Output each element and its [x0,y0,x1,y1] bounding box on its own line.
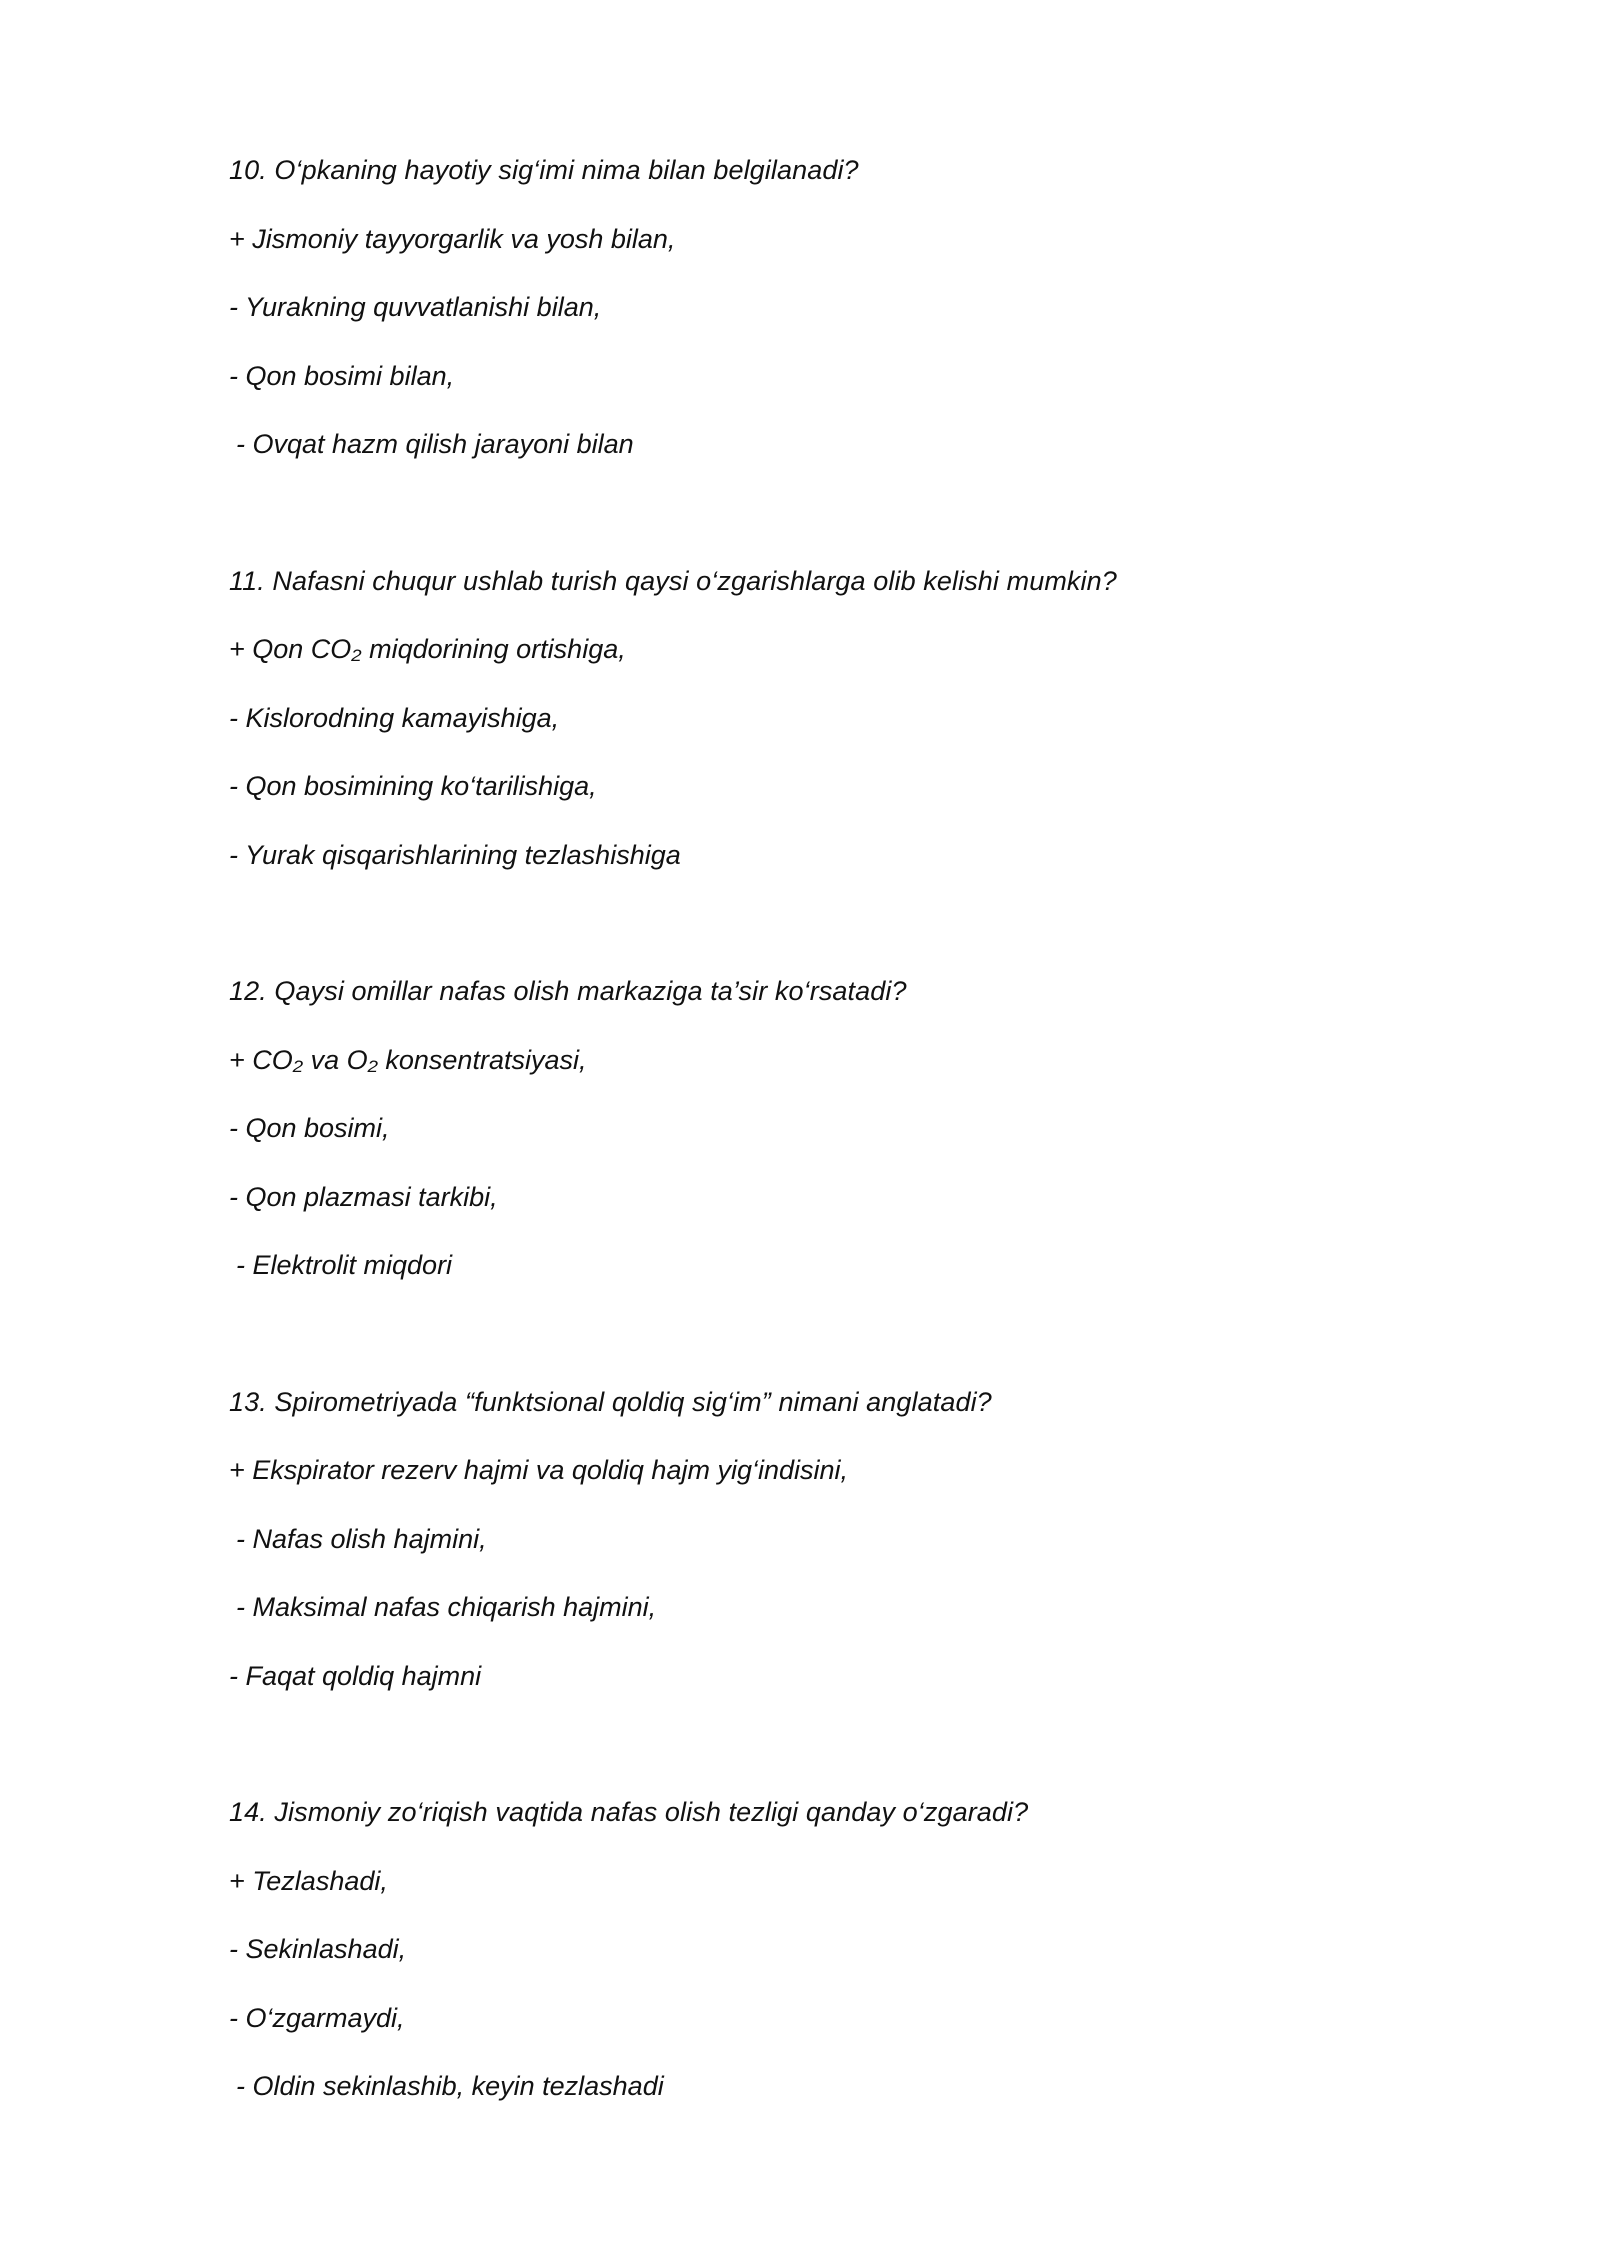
question-block-12 [229,971,1429,1314]
answer-option: + Qon CO₂ miqdorining ortishiga, [229,634,626,664]
question-title: 12. Qaysi omillar nafas olish markaziga ta’sir ko‘rsatadi? [229,976,907,1006]
answer-option: - Qon plazmasi tarkibi, [229,1181,498,1212]
answer-option: - Oldin sekinlashib, keyin tezlashadi [236,2071,664,2101]
answer-option: + Ekspirator rezerv hajmi va qoldiq hajm yig‘indisini, [229,1455,849,1485]
answer-option: - Maksimal nafas chiqarish hajmini, [236,1592,657,1622]
answer-option: - Yurak qisqarishlarining tezlashishiga [229,839,681,870]
answer-option: + CO₂ va O₂ konsentratsiyasi, [229,1044,587,1075]
answer-option: - Qon bosimi, [229,1113,390,1143]
question-block-13 [229,1382,1429,1725]
answer-option: - Kislorodning kamayishiga, [229,702,560,733]
question-title: 14. Jismoniy zo‘riqish vaqtida nafas olish tezligi qanday o‘zgaradi? [229,1797,1029,1827]
question-list [229,150,1429,2203]
answer-option: - Qon bosimi bilan, [229,360,455,391]
answer-option: - Ovqat hazm qilish jarayoni bilan [236,429,634,459]
question-block-10 [229,150,1429,493]
answer-option: + Tezlashadi, [229,1865,388,1896]
question-title: 10. O‘pkaning hayotiy sig‘imi nima bilan belgilanadi? [229,155,859,185]
question-block-14 [229,1792,1429,2135]
answer-option: - Elektrolit miqdori [236,1250,453,1280]
answer-option: + Jismoniy tayyorgarlik va yosh bilan, [229,223,676,254]
answer-option: - Qon bosimining ko‘tarilishiga, [229,771,597,801]
answer-option: - O‘zgarmaydi, [229,2002,405,2033]
question-block-11 [229,561,1429,904]
answer-option: - Faqat qoldiq hajmni [229,1660,482,1691]
answer-option: - Sekinlashadi, [229,1934,407,1964]
question-title: 11. Nafasni chuqur ushlab turish qaysi o‘zgarishlarga olib kelishi mumkin? [229,565,1117,596]
answer-option: - Yurakning quvvatlanishi bilan, [229,292,602,322]
question-title: 13. Spirometriyada “funktsional qoldiq sig‘im” nimani anglatadi? [229,1386,992,1417]
answer-option: - Nafas olish hajmini, [236,1523,487,1554]
